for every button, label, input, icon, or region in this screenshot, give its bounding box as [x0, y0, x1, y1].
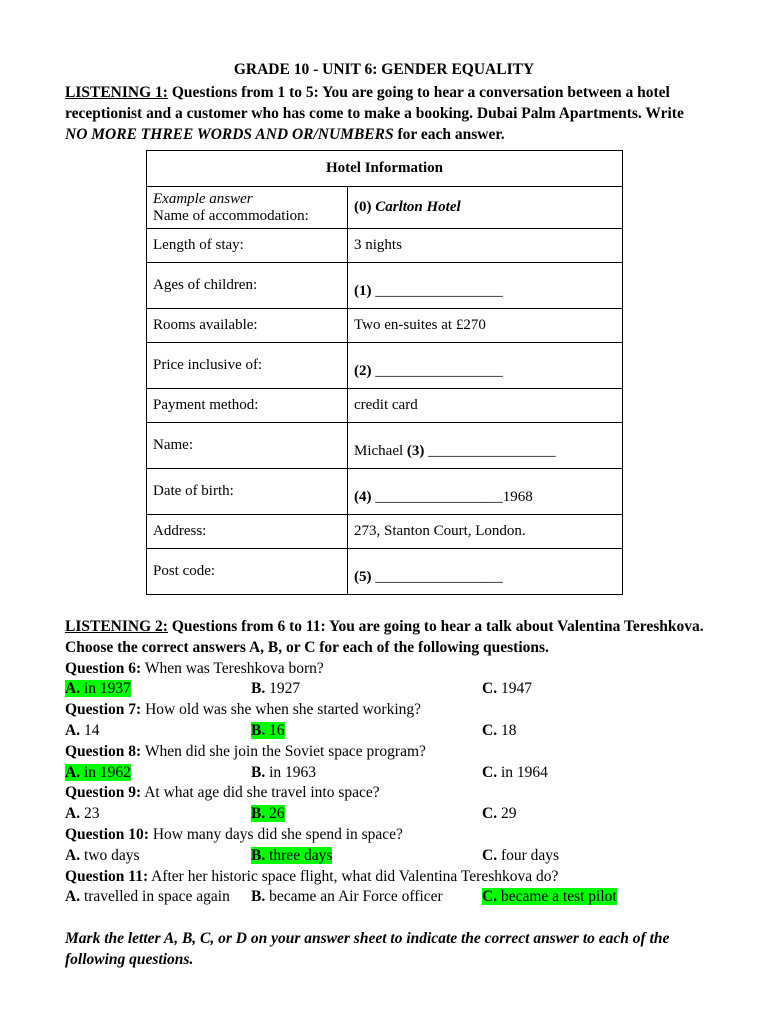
blank-line: _________________ [375, 283, 503, 299]
answer-number: (5) [354, 569, 372, 585]
option-letter: A. [65, 888, 81, 906]
question-text: After her historic space flight, what did Valentina Tereshkova do? [148, 867, 559, 885]
option-a[interactable] [65, 804, 251, 825]
listening1-text-end: for each answer. [393, 126, 505, 143]
option-letter: B. [251, 680, 266, 698]
option-c[interactable] [482, 804, 516, 825]
answer-options [65, 804, 705, 825]
blank-line: _________________ [428, 443, 556, 459]
row-value: Two en-suites at £270 [348, 309, 623, 343]
option-label: 16 [265, 721, 285, 739]
option-letter: A. [65, 721, 81, 739]
option-text [65, 888, 230, 905]
blank-line: _________________1968 [375, 489, 533, 505]
table-row [147, 469, 623, 515]
option-letter: A. [65, 846, 81, 864]
row-label: Rooms available: [147, 309, 348, 343]
question-stem [65, 742, 705, 763]
correct-answer-highlight [65, 680, 131, 697]
question-text: How old was she when she started working? [141, 701, 422, 719]
option-letter: C. [482, 846, 498, 864]
table-row [147, 343, 623, 389]
question-text: When did she join the Soviet space program? [141, 742, 426, 760]
answer-number: (0) [354, 199, 372, 215]
option-b[interactable] [251, 846, 482, 867]
option-label: became an Air Force officer [265, 888, 443, 906]
answer-options [65, 763, 705, 784]
option-letter: C. [482, 805, 498, 823]
answer-number: (2) [354, 363, 372, 379]
option-letter: B. [251, 763, 266, 781]
row-label: Length of stay: [147, 229, 348, 263]
name-prefix: Michael [354, 443, 407, 459]
option-text [65, 847, 140, 864]
listening2-instructions [65, 617, 705, 659]
option-c[interactable] [482, 846, 559, 867]
listening2-text: Questions from 6 to 11: You are going to hear a talk about Valentina Tereshkova. Choose the correct answers A, B, or C for each of the following questions. [65, 618, 704, 656]
row-value: credit card [348, 389, 623, 423]
question-number: Question 11: [65, 867, 149, 885]
option-label: 26 [265, 805, 285, 823]
answer-blank [348, 469, 623, 515]
question-number: Question 8: [65, 742, 142, 760]
blank-line: _________________ [375, 363, 503, 379]
option-letter: C. [482, 721, 498, 739]
listening1-label: LISTENING 1: [65, 84, 168, 101]
option-label: in 1962 [80, 763, 131, 781]
listening2-label: LISTENING 2: [65, 618, 168, 635]
option-label: 23 [80, 805, 100, 823]
option-text [482, 847, 559, 864]
answer-number: (4) [354, 489, 372, 505]
option-text [251, 680, 300, 697]
row-label: Ages of children: [147, 263, 348, 309]
option-c[interactable] [482, 763, 548, 784]
option-a[interactable] [65, 679, 251, 700]
option-label: in 1963 [265, 763, 317, 781]
option-text [65, 722, 99, 739]
answer-options [65, 846, 705, 867]
option-b[interactable] [251, 804, 482, 825]
row-label: Payment method: [147, 389, 348, 423]
correct-answer-highlight [251, 805, 285, 822]
option-letter: B. [251, 805, 266, 823]
question-text: When was Tereshkova born? [141, 659, 324, 677]
question-stem [65, 700, 705, 721]
option-b[interactable] [251, 763, 482, 784]
question-number: Question 9: [65, 784, 142, 802]
option-letter: B. [251, 846, 266, 864]
table-row [147, 229, 623, 263]
option-label: 1947 [497, 680, 532, 698]
option-label: travelled in space again [80, 888, 230, 906]
option-label: in 1964 [497, 763, 548, 781]
option-letter: C. [482, 680, 498, 698]
option-label: 29 [497, 805, 517, 823]
option-a[interactable] [65, 887, 243, 908]
option-label: 1927 [265, 680, 301, 698]
option-a[interactable] [65, 846, 251, 867]
question-stem [65, 783, 705, 804]
question-text: At what age did she travel into space? [141, 784, 380, 802]
table-row [147, 389, 623, 423]
option-label: two days [80, 846, 140, 864]
answer-options [65, 721, 705, 742]
table-row [147, 309, 623, 343]
option-text [482, 764, 548, 781]
question-number: Question 6: [65, 659, 142, 677]
row-label: Address: [147, 515, 348, 549]
row-value: 3 nights [348, 229, 623, 263]
table-row [147, 549, 623, 595]
option-text [482, 805, 516, 822]
answer-blank [348, 263, 623, 309]
question-stem [65, 867, 705, 888]
option-letter: A. [65, 763, 81, 781]
answer-number: (1) [354, 283, 372, 299]
table-cell-label [147, 187, 348, 229]
option-b[interactable] [251, 887, 482, 908]
question-stem [65, 825, 705, 846]
answer-number: (3) [406, 443, 425, 459]
correct-answer-highlight [251, 847, 332, 864]
option-a[interactable] [65, 721, 251, 742]
option-letter: A. [65, 805, 81, 823]
listening1-emphasis: NO MORE THREE WORDS AND OR/NUMBERS [65, 126, 394, 143]
example-answer: Carlton Hotel [375, 199, 461, 215]
option-text [482, 680, 532, 697]
table-cell-value [348, 187, 623, 229]
question-number: Question 7: [65, 701, 142, 719]
row-label: Date of birth: [147, 469, 348, 515]
option-letter: B. [251, 721, 266, 739]
option-letter: A. [65, 680, 81, 698]
correct-answer-highlight [65, 764, 131, 781]
option-b[interactable] [251, 721, 482, 742]
page-title: GRADE 10 - UNIT 6: GENDER EQUALITY [233, 61, 535, 78]
answer-options [65, 887, 705, 908]
row-label: Price inclusive of: [147, 343, 348, 389]
option-text [251, 888, 443, 905]
option-label: four days [497, 846, 560, 864]
listening1-instructions [65, 82, 705, 145]
table-row [147, 423, 623, 469]
row-label: Name: [147, 423, 348, 469]
option-text [251, 764, 316, 781]
option-text [65, 805, 99, 822]
option-letter: C. [482, 763, 498, 781]
hotel-information-table [146, 150, 623, 595]
row-label: Name of accommodation: [153, 207, 309, 224]
option-label: in 1937 [80, 680, 131, 698]
correct-answer-highlight [482, 888, 617, 905]
option-b[interactable] [251, 679, 482, 700]
option-label: became a test pilot [497, 888, 617, 906]
option-letter: B. [251, 888, 266, 906]
table-row [147, 187, 623, 229]
question-number: Question 10: [65, 825, 149, 843]
option-label: 18 [497, 721, 517, 739]
option-c[interactable] [482, 721, 516, 742]
option-a[interactable] [65, 763, 251, 784]
example-label: Example answer [153, 190, 253, 207]
question-text: How many days did she spend in space? [148, 825, 403, 843]
answer-blank [348, 549, 623, 595]
option-c[interactable] [482, 887, 617, 908]
row-value: 273, Stanton Court, London. [348, 515, 623, 549]
option-letter: C. [482, 888, 498, 906]
answer-blank [348, 343, 623, 389]
row-label: Post code: [147, 549, 348, 595]
listening1-text: Questions from 1 to 5: You are going to hear a conversation between a hotel receptionist and a customer who has come to make a booking. Dubai Palm Apartments. Write [65, 84, 684, 122]
option-text [482, 722, 516, 739]
blank-line: _________________ [375, 569, 503, 585]
question-list [65, 659, 705, 909]
answer-options [65, 679, 705, 700]
question-stem [65, 659, 705, 680]
worksheet [65, 60, 705, 970]
answer-blank [348, 423, 623, 469]
correct-answer-highlight [251, 722, 285, 739]
option-label: 14 [80, 721, 100, 739]
table-row [147, 515, 623, 549]
option-c[interactable] [482, 679, 532, 700]
instruction-text: Mark the letter A, B, C, or D on your answer sheet to indicate the correct answer to each of the following questions. [65, 930, 670, 969]
option-label: three days [265, 846, 333, 864]
table-row [147, 263, 623, 309]
table-header: Hotel Information [147, 151, 623, 187]
